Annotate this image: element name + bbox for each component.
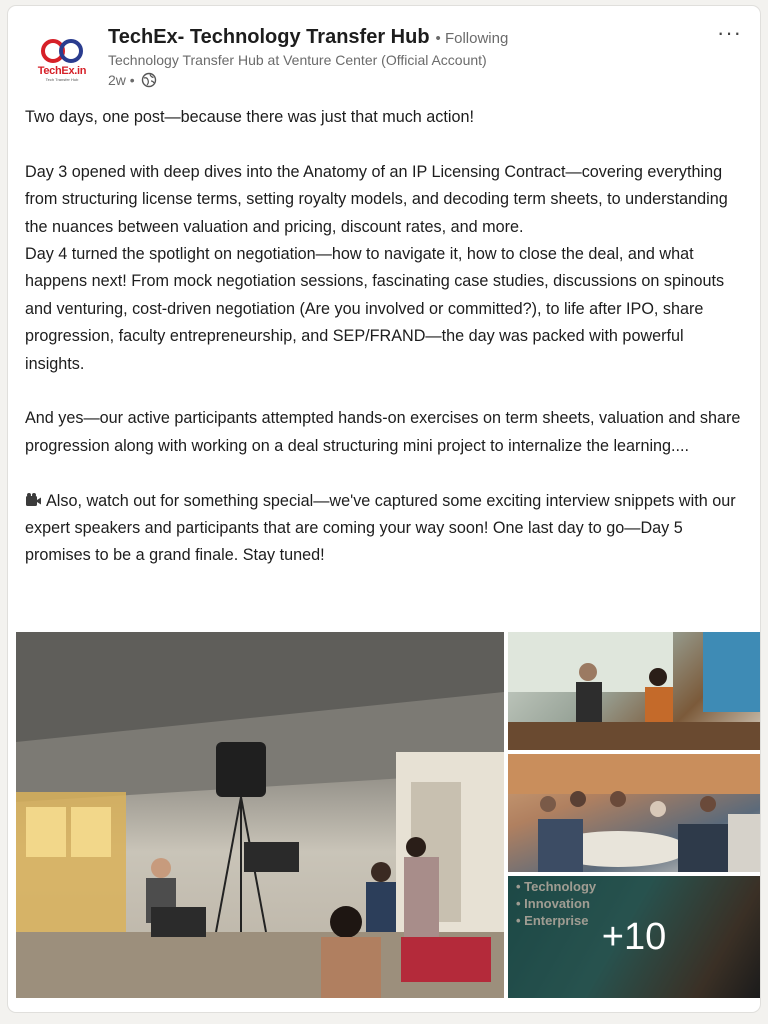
poster-text: • Technology • Innovation • Enterprise [516,879,597,928]
company-logo[interactable] [30,28,94,92]
post-time: 2w • [108,72,135,88]
author-row [108,26,508,49]
post-paragraph: Day 4 turned the spotlight on negotiation—how to navigate it, how to close the deal, and what happens next! From mock negotiation sessions, fascinating case studies, discussions on spinouts and venturing, cost-driven negotiation (Are you involved or committed?), to life after IPO, share progression, faculty entrepreneurship, and SEP/FRAND—the day was packed with powerful insights. [25,245,725,373]
logo-tagline: Tech Transfer Hub [45,76,79,82]
studio-scene-image [16,632,504,998]
video-camera-icon [25,492,42,508]
post-meta [108,72,157,88]
post-header [8,6,760,96]
more-options-icon[interactable]: ··· [717,20,742,45]
post-card [8,6,760,1012]
post-paragraph-text: Also, watch out for something special—we've captured some exciting interview snippets with our expert speakers and participants that are coming your way soon! One last day to go—Day 5 promises to be a grand finale. Stay tuned! [25,491,736,565]
main-photo[interactable] [16,632,504,998]
post-paragraph: Day 3 opened with deep dives into the Anatomy of an IP Licensing Contract—covering everything from structuring license terms, setting royalty models, and decoding term sheets, to understanding the nuances between valuation and pricing, discount rates, and more. [25,162,728,236]
author-subtitle: Technology Transfer Hub at Venture Center (Official Account) [108,52,487,68]
side-photo-2[interactable] [508,754,760,872]
side-photo-3[interactable] [508,876,760,998]
more-photos-count[interactable]: +10 [508,876,760,998]
media-gallery [16,632,760,1004]
post-body [25,104,747,570]
post-paragraph: Two days, one post—because there was just that much action! [25,108,474,126]
follow-status[interactable]: • Following [435,30,509,47]
post-paragraph [25,488,747,570]
globe-icon [141,72,157,88]
author-name[interactable]: TechEx- Technology Transfer Hub [108,26,430,48]
handshake-image [508,632,760,750]
logo-rings-icon [39,39,85,63]
group-discussion-image [508,754,760,872]
post-paragraph: And yes—our active participants attempted hands-on exercises on term sheets, valuation and share progression along with working on a deal structuring mini project to internalize the learning.... [25,409,741,455]
side-photo-1[interactable] [508,632,760,750]
logo-wordmark: TechEx.in [37,64,87,77]
